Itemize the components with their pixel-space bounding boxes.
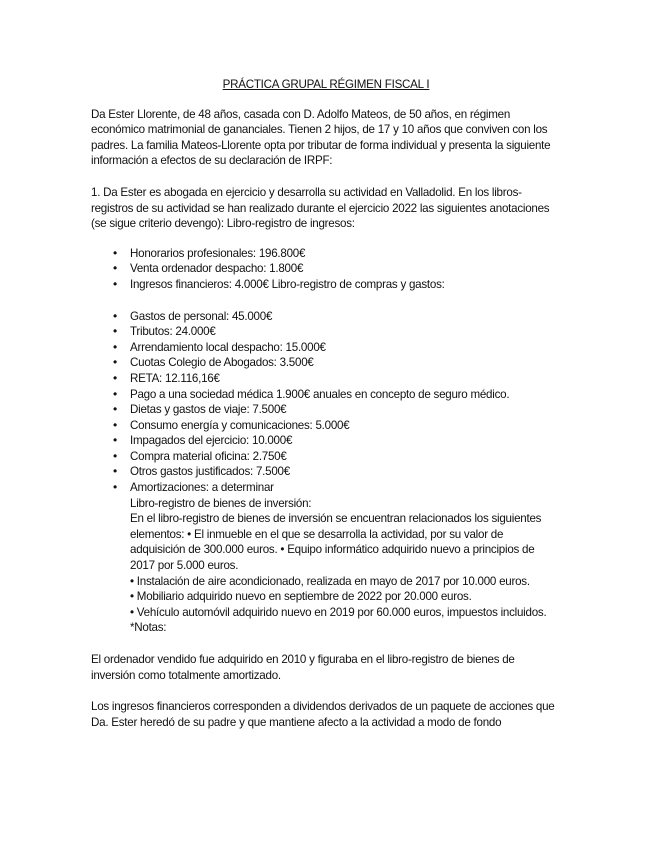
list-item: • Honorarios profesionales: 196.800€ bbox=[113, 245, 306, 260]
bullet-icon: • bbox=[113, 402, 117, 417]
bullet-icon: • bbox=[113, 308, 117, 323]
notes-heading: *Notas: bbox=[130, 621, 167, 635]
bullet-icon: • bbox=[113, 448, 117, 463]
list-item: • Gastos de personal: 45.000€ bbox=[113, 308, 273, 323]
bullet-icon: • bbox=[113, 261, 117, 276]
bullet-icon: • bbox=[113, 355, 117, 370]
bullet-icon: • bbox=[113, 433, 117, 448]
list-item: • Venta ordenador despacho: 1.800€ bbox=[113, 261, 304, 276]
investment-line: • Vehículo automóvil adquirido nuevo en 2019 por 60.000 euros, impuestos incluidos. bbox=[130, 605, 547, 619]
expense-list bbox=[91, 309, 561, 636]
investment-line: • Instalación de aire acondicionado, realizada en mayo de 2017 por 10.000 euros. bbox=[130, 574, 530, 588]
investment-line: • Mobiliario adquirido nuevo en septiembre de 2022 por 20.000 euros. bbox=[130, 590, 472, 604]
investment-line: Libro-registro de bienes de inversión: bbox=[130, 496, 312, 510]
bullet-icon: • bbox=[113, 370, 117, 385]
bullet-icon: • bbox=[113, 386, 117, 401]
list-item: • Impagados del ejercicio: 10.000€ bbox=[113, 433, 293, 448]
list-item: • Consumo energía y comunicaciones: 5.000€ bbox=[113, 417, 350, 432]
bullet-icon: • bbox=[113, 464, 117, 479]
bullet-icon: • bbox=[113, 339, 117, 354]
page-title: PRÁCTICA GRUPAL RÉGIMEN FISCAL I bbox=[222, 78, 430, 91]
list-item: • Pago a una sociedad médica 1.900€ anuales en concepto de seguro médico. bbox=[113, 386, 510, 401]
bullet-icon: • bbox=[113, 276, 117, 291]
list-item: • Amortizaciones: a determinar Libro-registro de bienes de inversión: En el libro-registro de bienes de inversión se encuentran relacionados los siguientes elementos: • El inmueble en el que se desarrolla la actividad, por su valor de adquisición de 300.000 euros. • Equipo informático adquirido nuevo a principios de 2017 por 5.000 euros. • Instalación de aire acondicionado, realizada en mayo de 2017 por 10.000 euros. • Mobiliario adquirido nuevo en septiembre de 2022 por 20.000 euros. • Vehículo automóvil adquirido nuevo en 2019 por 60.000 euros, impuestos incluidos. *Notas: bbox=[91, 480, 561, 636]
item-1-paragraph: 1. Da Ester es abogada en ejercicio y desarrolla su actividad en Valladolid. En los libros-registros de su actividad se han realizado durante el ejercicio 2022 las siguientes anotaciones (se sigue criterio devengo): Libro-registro de ingresos: bbox=[91, 185, 550, 231]
investment-line: En el libro-registro de bienes de inversión se encuentran relacionados los siguientes elementos: • El inmueble en el que se desarrolla la actividad, por su valor de adquisición de 300.000 euros. • Equipo informático adquirido nuevo a principios de 2017 por 5.000 euros. bbox=[130, 512, 542, 573]
list-item: • Arrendamiento local despacho: 15.000€ bbox=[113, 339, 326, 354]
investment-register bbox=[130, 496, 561, 636]
note-paragraph-2: Los ingresos financieros corresponden a dividendos derivados de un paquete de acciones que Da. Ester heredó de su padre y que mantiene afecto a la actividad a modo de fondo bbox=[91, 700, 555, 729]
list-item: • Dietas y gastos de viaje: 7.500€ bbox=[113, 402, 287, 417]
list-item: • Otros gastos justificados: 7.500€ bbox=[113, 464, 290, 479]
list-item: • Ingresos financieros: 4.000€ Libro-registro de compras y gastos: bbox=[113, 276, 445, 291]
list-item: • Cuotas Colegio de Abogados: 3.500€ bbox=[113, 355, 314, 370]
bullet-icon: • bbox=[113, 480, 117, 495]
intro-paragraph: Da Ester Llorente, de 48 años, casada con D. Adolfo Mateos, de 50 años, en régimen económico matrimonial de gananciales. Tienen 2 hijos, de 17 y 10 años que conviven con los padres. La familia Mateos-Llorente opta por tributar de forma individual y presenta la siguiente información a efectos de su declaración de IRPF: bbox=[91, 107, 551, 168]
note-paragraph-1: El ordenador vendido fue adquirido en 2010 y figuraba en el libro-registro de bienes de inversión como totalmente amortizado. bbox=[91, 653, 515, 682]
bullet-icon: • bbox=[113, 417, 117, 432]
list-item: • RETA: 12.116,16€ bbox=[113, 370, 220, 385]
list-item: • Compra material oficina: 2.750€ bbox=[113, 448, 287, 463]
bullet-icon: • bbox=[113, 324, 117, 339]
bullet-icon: • bbox=[113, 245, 117, 260]
income-list bbox=[91, 246, 561, 293]
list-item: • Tributos: 24.000€ bbox=[113, 324, 216, 339]
